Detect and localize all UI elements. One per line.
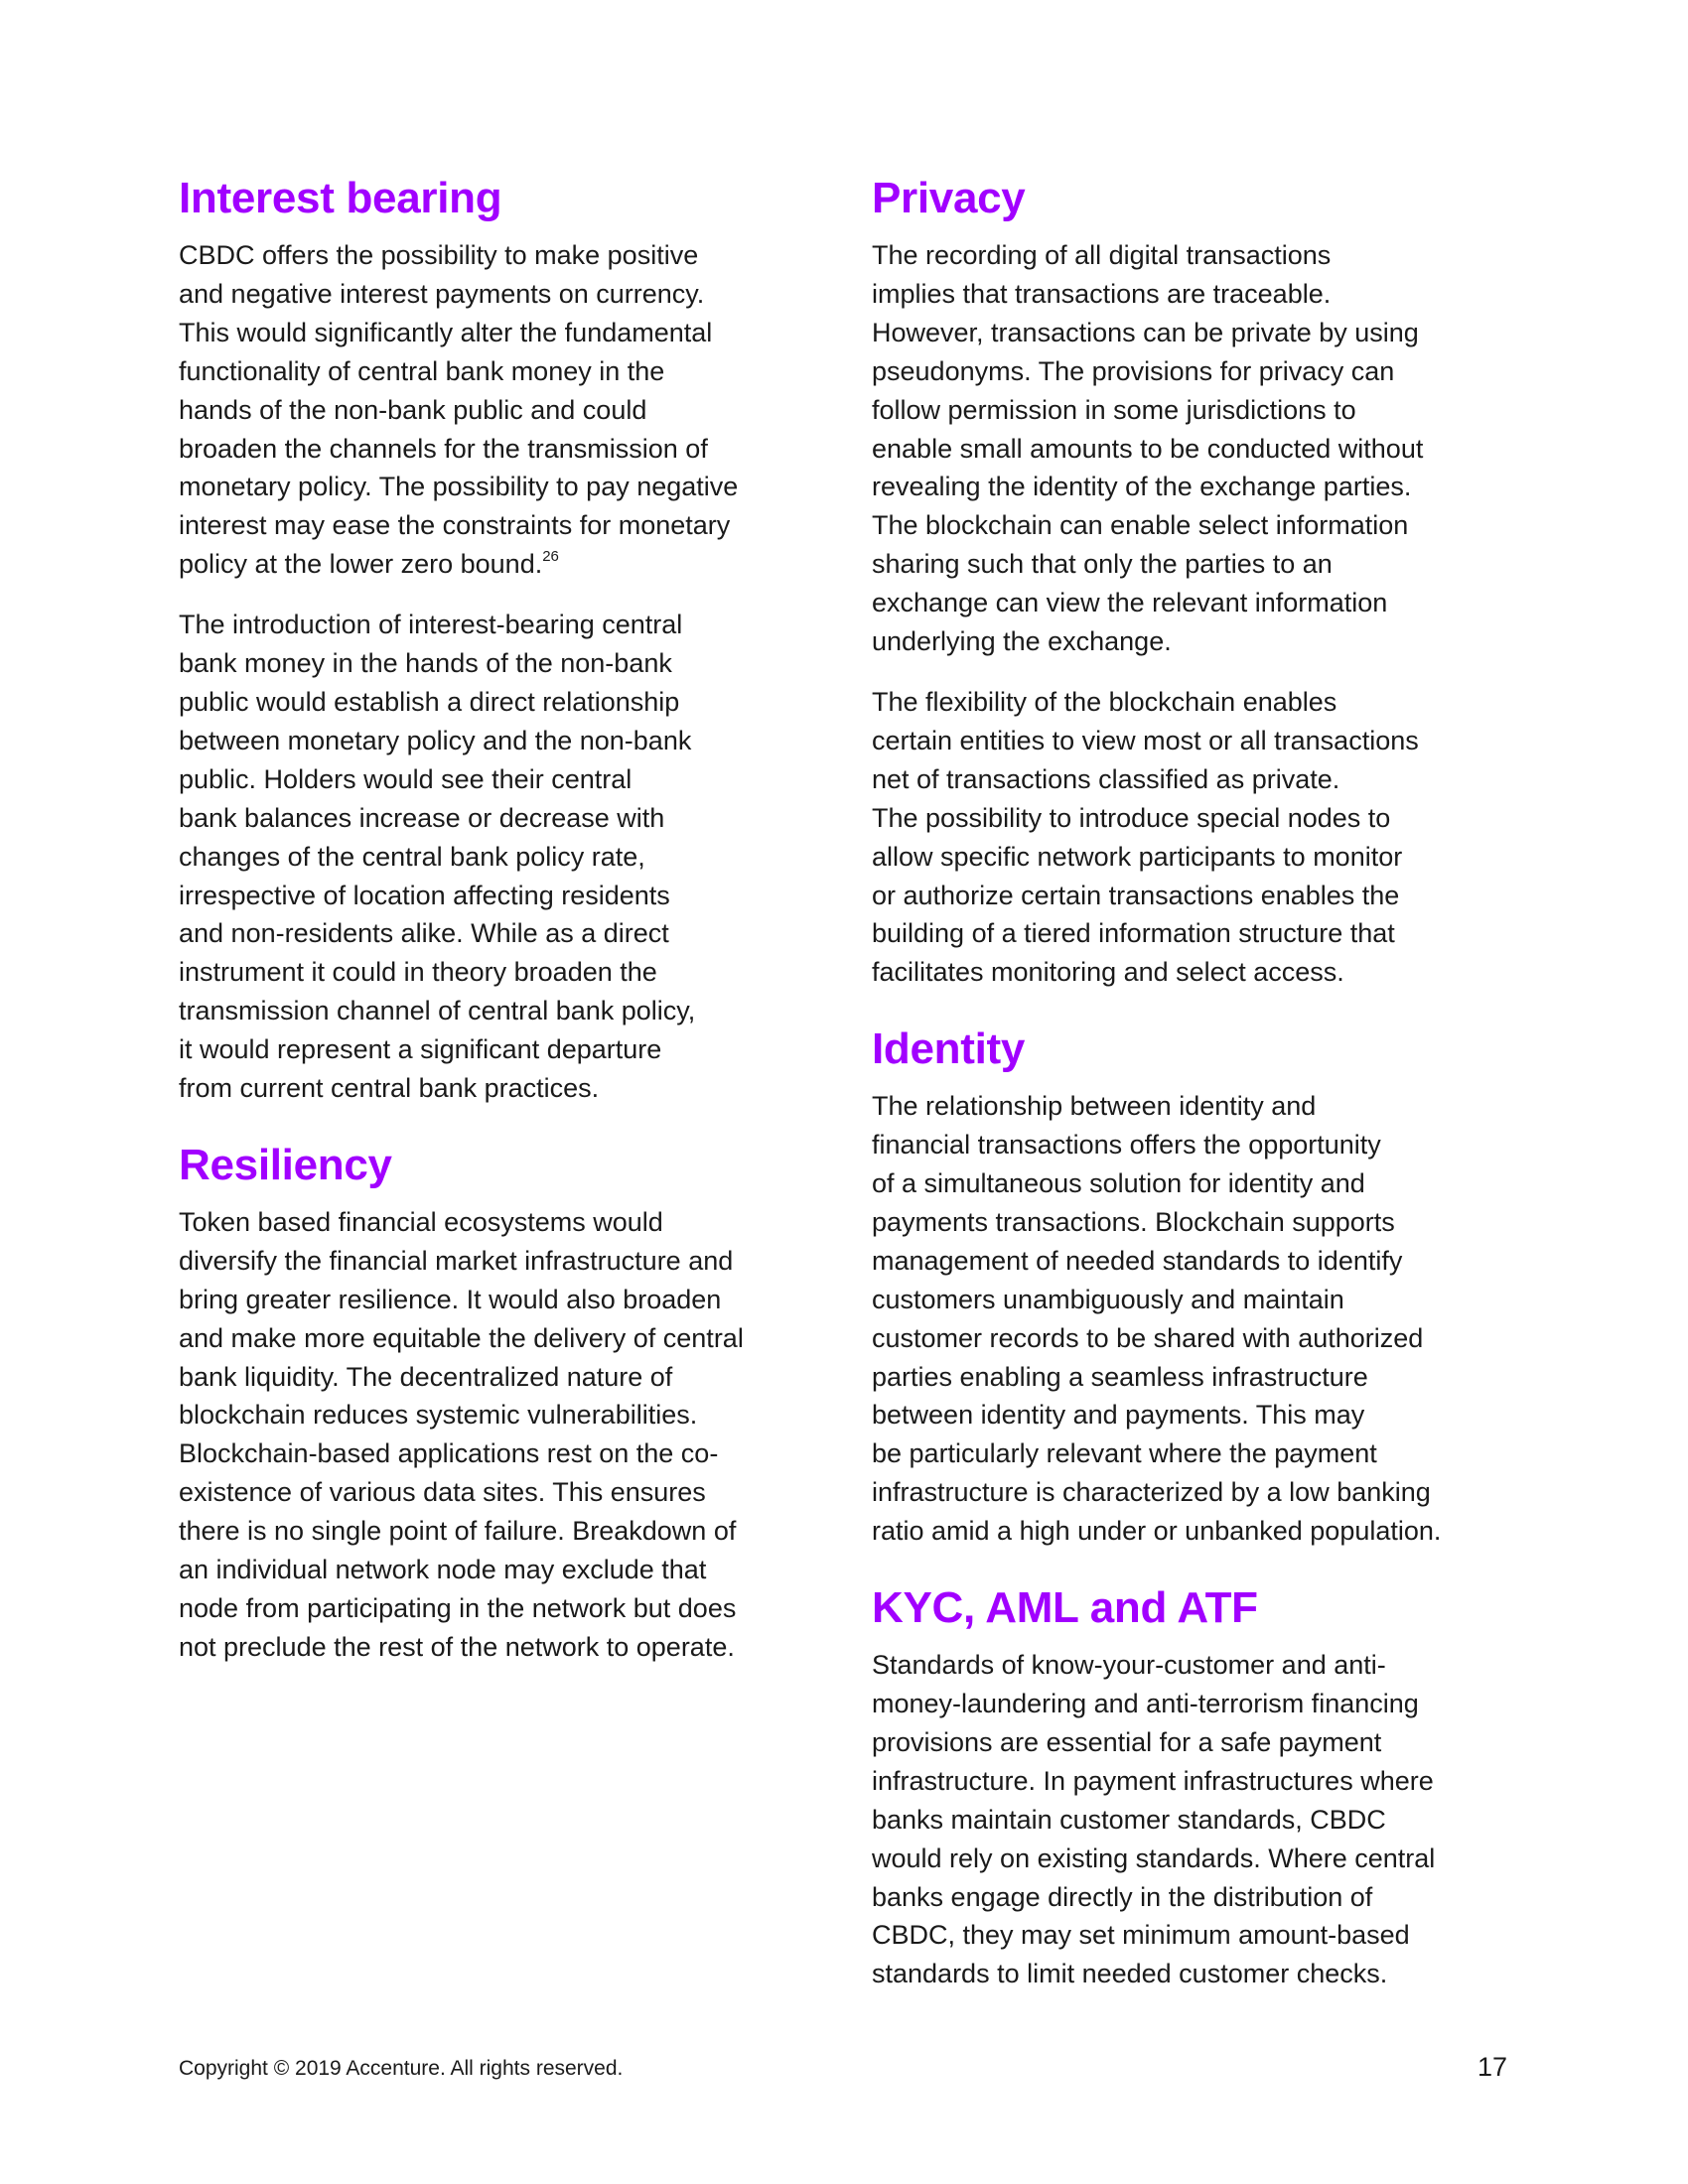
text-line: However, transactions can be private by using bbox=[872, 317, 1419, 347]
text-line: Blockchain-based applications rest on the co- bbox=[179, 1438, 719, 1469]
text-line: infrastructure is characterized by a low banking bbox=[872, 1477, 1431, 1508]
text-line: building of a tiered information structure that bbox=[872, 918, 1395, 949]
text-line: bank money in the hands of the non-bank bbox=[179, 648, 672, 679]
section-privacy bbox=[872, 171, 1517, 992]
text-line: The recording of all digital transactions bbox=[872, 240, 1332, 270]
paragraph bbox=[872, 1646, 1517, 1993]
text-line: or authorize certain transactions enables the bbox=[872, 880, 1400, 910]
text-line: bank balances increase or decrease with bbox=[179, 802, 665, 833]
section-title: Resiliency bbox=[179, 1140, 392, 1189]
section-identity bbox=[872, 1022, 1517, 1551]
text-line: This would significantly alter the fundamental bbox=[179, 317, 713, 347]
text-line: follow permission in some jurisdictions to bbox=[872, 394, 1356, 425]
page-number: 17 bbox=[1477, 2052, 1507, 2082]
paragraph bbox=[872, 683, 1517, 992]
text-line: be particularly relevant where the payment bbox=[872, 1438, 1377, 1469]
text-line: The blockchain can enable select information bbox=[872, 510, 1409, 541]
right-column bbox=[872, 171, 1517, 1993]
text-line: standards to limit needed customer checks. bbox=[872, 1959, 1388, 1989]
text-line: bring greater resilience. It would also broaden bbox=[179, 1284, 722, 1314]
text-line: Standards of know-your-customer and anti- bbox=[872, 1650, 1386, 1681]
text-line: interest may ease the constraints for monetary bbox=[179, 510, 731, 541]
text-line: and make more equitable the delivery of central bbox=[179, 1322, 744, 1353]
section-interest-bearing bbox=[179, 171, 814, 1108]
text-line: customer records to be shared with authorized bbox=[872, 1322, 1424, 1353]
footer-copyright: Copyright © 2019 Accenture. All rights reserved. bbox=[179, 2057, 624, 2080]
text-line: would rely on existing standards. Where central bbox=[872, 1843, 1436, 1873]
section-title: KYC, AML and ATF bbox=[872, 1583, 1258, 1633]
section-kyc-aml-atf bbox=[872, 1580, 1517, 1993]
text-line: public. Holders would see their central bbox=[179, 763, 633, 794]
text-line: facilitates monitoring and select access. bbox=[872, 957, 1344, 988]
text-line: sharing such that only the parties to an bbox=[872, 549, 1333, 580]
text-line: pseudonyms. The provisions for privacy can bbox=[872, 355, 1395, 386]
paragraph bbox=[179, 236, 814, 584]
text-line: transmission channel of central bank policy, bbox=[179, 996, 696, 1026]
text-line: The flexibility of the blockchain enables bbox=[872, 686, 1337, 717]
text-line-with-footnote bbox=[179, 545, 814, 584]
text-line: CBDC, they may set minimum amount-based bbox=[872, 1920, 1410, 1951]
section-title: Interest bearing bbox=[179, 174, 502, 222]
text-line: existence of various data sites. This ensures bbox=[179, 1477, 706, 1508]
text-line: of a simultaneous solution for identity and bbox=[872, 1168, 1365, 1199]
text-line: banks maintain customer standards, CBDC bbox=[872, 1804, 1386, 1835]
text-line: revealing the identity of the exchange parties. bbox=[872, 472, 1412, 502]
text-line: implies that transactions are traceable. bbox=[872, 278, 1332, 309]
paragraph bbox=[872, 1087, 1517, 1551]
section-title: Privacy bbox=[872, 174, 1026, 222]
text-line: underlying the exchange. bbox=[872, 626, 1172, 657]
text-line: hands of the non-bank public and could bbox=[179, 394, 647, 425]
text-line: and negative interest payments on currency. bbox=[179, 278, 705, 309]
section-title: Identity bbox=[872, 1024, 1026, 1074]
paragraph bbox=[179, 606, 814, 1108]
text-line: node from participating in the network but does bbox=[179, 1593, 737, 1623]
text-line: certain entities to view most or all transactions bbox=[872, 725, 1419, 755]
text-line: between identity and payments. This may bbox=[872, 1400, 1365, 1431]
text-line: infrastructure. In payment infrastructures where bbox=[872, 1765, 1434, 1796]
paragraph bbox=[872, 236, 1517, 661]
text-line: an individual network node may exclude that bbox=[179, 1555, 707, 1585]
footnote-reference[interactable]: 26 bbox=[542, 548, 559, 566]
text-line: parties enabling a seamless infrastructure bbox=[872, 1361, 1368, 1392]
text-line: and non-residents alike. While as a direct bbox=[179, 918, 669, 949]
text-line: Token based financial ecosystems would bbox=[179, 1206, 663, 1237]
text-line: money-laundering and anti-terrorism financing bbox=[872, 1689, 1419, 1718]
text-line: bank liquidity. The decentralized nature of bbox=[179, 1361, 673, 1392]
text-line: The relationship between identity and bbox=[872, 1091, 1317, 1122]
section-resiliency bbox=[179, 1138, 814, 1667]
text-line: instrument it could in theory broaden the bbox=[179, 957, 657, 988]
text-line: banks engage directly in the distribution of bbox=[872, 1881, 1373, 1912]
text-line: functionality of central bank money in the bbox=[179, 355, 665, 386]
text-line: exchange can view the relevant information bbox=[872, 588, 1388, 618]
text-line: CBDC offers the possibility to make positive bbox=[179, 240, 699, 270]
text-line: public would establish a direct relationship bbox=[179, 686, 680, 717]
text-line: The introduction of interest-bearing central bbox=[179, 610, 683, 640]
text-line: not preclude the rest of the network to operate. bbox=[179, 1631, 735, 1662]
text-line: The possibility to introduce special nodes to bbox=[872, 802, 1391, 833]
text-line: enable small amounts to be conducted without bbox=[872, 433, 1424, 464]
paragraph bbox=[179, 1203, 814, 1667]
text-line: from current central bank practices. bbox=[179, 1073, 600, 1104]
text-line: financial transactions offers the opportunity bbox=[872, 1130, 1381, 1160]
text-line: it would represent a significant departure bbox=[179, 1034, 662, 1065]
left-column bbox=[179, 171, 814, 1667]
text-line: blockchain reduces systemic vulnerabilities. bbox=[179, 1400, 698, 1431]
text-line: there is no single point of failure. Breakdown of bbox=[179, 1516, 737, 1547]
text-line: management of needed standards to identify bbox=[872, 1245, 1403, 1276]
text-line: allow specific network participants to monitor bbox=[872, 841, 1403, 872]
text-line: net of transactions classified as private. bbox=[872, 763, 1340, 794]
text-line: between monetary policy and the non-bank bbox=[179, 725, 692, 755]
text-line: broaden the channels for the transmission of bbox=[179, 433, 708, 464]
text-line: payments transactions. Blockchain supports bbox=[872, 1206, 1395, 1237]
text-line: diversify the financial market infrastructure and bbox=[179, 1245, 734, 1276]
text-line: changes of the central bank policy rate, bbox=[179, 841, 645, 872]
text-line: irrespective of location affecting residents bbox=[179, 880, 670, 910]
text-line: provisions are essential for a safe payment bbox=[872, 1726, 1382, 1757]
text-line: policy at the lower zero bound. bbox=[179, 549, 543, 580]
text-line: monetary policy. The possibility to pay negative bbox=[179, 472, 739, 502]
text-line: ratio amid a high under or unbanked population. bbox=[872, 1516, 1442, 1547]
text-line: customers unambiguously and maintain bbox=[872, 1284, 1344, 1314]
